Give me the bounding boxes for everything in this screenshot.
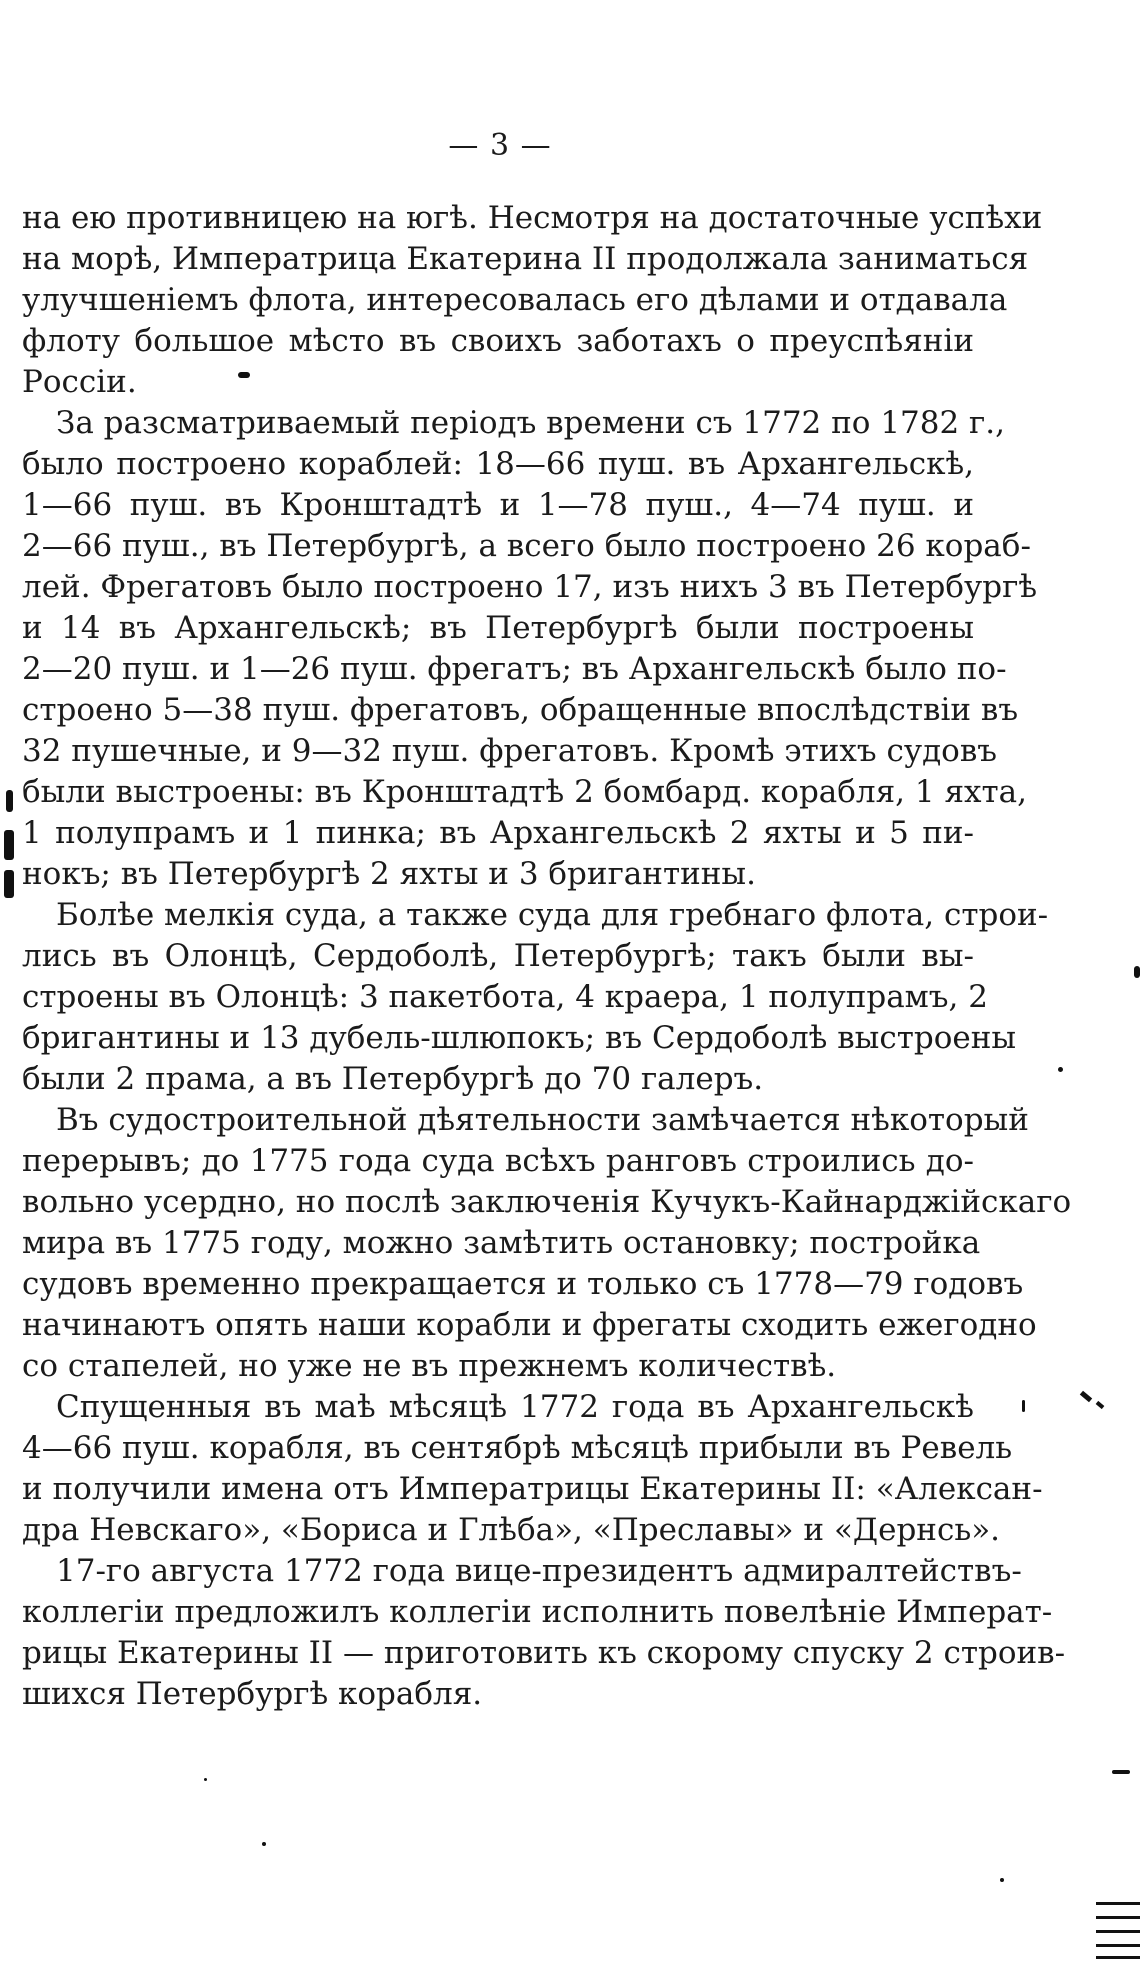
text-line: бригантины и 13 дубель-шлюпокъ; въ Сердоболѣ выстроены (22, 1020, 1017, 1056)
text-line: и получили имена отъ Императрицы Екатерины II: «Алексан- (22, 1471, 1043, 1507)
text-line: 32 пушечные, и 9—32 пуш. фрегатовъ. Кромѣ этихъ судовъ (22, 733, 998, 769)
paragraph-5 (22, 1387, 1043, 1551)
text-line: строены въ Олонцѣ: 3 пакетбота, 4 краера, 1 полупрамъ, 2 (22, 979, 988, 1015)
text-line: За разсматриваемый періодъ времени съ 1772 по 1782 г., (56, 405, 1006, 441)
text-line: на ею противницею на югѣ. Несмотря на достаточные успѣхи (22, 200, 1043, 236)
text-line: судовъ временно прекращается и только съ 1778—79 годовъ (22, 1266, 1024, 1302)
paragraph-2 (22, 403, 1038, 895)
text-line: дра Невскаго», «Бориса и Глѣба», «Преславы» и «Дернсь». (22, 1512, 1001, 1548)
scan-speck (1112, 1770, 1130, 1774)
text-line: начинаютъ опять наши корабли и фрегаты сходить ежегодно (22, 1307, 1037, 1343)
scan-speck (6, 790, 13, 812)
paragraph-1 (22, 198, 1043, 403)
text-line: были 2 прама, а въ Петербургѣ до 70 галеръ. (22, 1061, 764, 1097)
scan-speck (1022, 1400, 1025, 1412)
text-line: лей. Фрегатовъ было построено 17, изъ нихъ 3 въ Петербургѣ (22, 569, 1038, 605)
scan-speck (1058, 1067, 1063, 1072)
page-edge-line (1096, 1902, 1140, 1905)
text-line: лись въ Олонцѣ, Сердоболѣ, Петербургѣ; такъ были вы- (22, 938, 974, 974)
scan-speck (1134, 966, 1140, 978)
text-line: Россіи. (22, 364, 137, 400)
text-line: 4—66 пуш. корабля, въ сентябрѣ мѣсяцѣ прибыли въ Ревель (22, 1430, 1013, 1466)
page-number: — 3 — (448, 128, 552, 163)
text-line: коллегіи предложилъ коллегіи исполнить повелѣніе Императ- (22, 1594, 1053, 1630)
text-line: 1—66 пуш. въ Кронштадтѣ и 1—78 пуш., 4—74 пуш. и (22, 487, 974, 523)
scan-speck (262, 1842, 266, 1846)
text-line: улучшеніемъ флота, интересовалась его дѣлами и отдавала (22, 282, 1008, 318)
text-line: со стапелей, но уже не въ прежнемъ количествѣ. (22, 1348, 837, 1384)
page-edge-line (1096, 1930, 1140, 1933)
body-text (22, 198, 1072, 1715)
text-line: нокъ; въ Петербургѣ 2 яхты и 3 бригантины. (22, 856, 756, 892)
text-line: 2—66 пуш., въ Петербургѣ, а всего было построено 26 кораб- (22, 528, 1031, 564)
scan-speck (1000, 1878, 1004, 1882)
page-edge-line (1096, 1944, 1140, 1947)
paragraph-3 (22, 895, 1049, 1100)
text-line: на морѣ, Императрица Екатерина II продолжала заниматься (22, 241, 1029, 277)
text-line: 17-го августа 1772 года вице-президентъ адмиралтействъ- (56, 1553, 1022, 1589)
text-line: флоту большое мѣсто въ своихъ заботахъ о преуспѣяніи (22, 323, 974, 359)
scan-speck (1096, 1401, 1105, 1409)
scan-speck (1080, 1391, 1092, 1403)
text-line: Въ судостроительной дѣятельности замѣчается нѣкоторый (56, 1102, 1029, 1138)
text-line: 2—20 пуш. и 1—26 пуш. фрегатъ; въ Архангельскѣ было по- (22, 651, 1007, 687)
text-line: мира въ 1775 году, можно замѣтить остановку; постройка (22, 1225, 981, 1261)
scan-speck (4, 830, 14, 860)
text-line: были выстроены: въ Кронштадтѣ 2 бомбард. корабля, 1 яхта, (22, 774, 1027, 810)
scan-speck (4, 870, 14, 898)
page-edge-line (1096, 1916, 1140, 1919)
paragraph-6 (22, 1551, 1066, 1715)
text-line: шихся Петербургѣ корабля. (22, 1676, 483, 1712)
text-line: 1 полупрамъ и 1 пинка; въ Архангельскѣ 2 яхты и 5 пи- (22, 815, 974, 851)
text-line: перерывъ; до 1775 года суда всѣхъ ранговъ строились до- (22, 1143, 974, 1179)
scan-speck (204, 1778, 207, 1781)
text-line: строено 5—38 пуш. фрегатовъ, обращенные впослѣдствіи въ (22, 692, 1019, 728)
page-edge-line (1096, 1956, 1140, 1959)
text-line: рицы Екатерины II — приготовить къ скорому спуску 2 строив- (22, 1635, 1066, 1671)
text-line: и 14 въ Архангельскѣ; въ Петербургѣ были построены (22, 610, 974, 646)
text-line: Болѣе мелкія суда, а также суда для гребнаго флота, строи- (56, 897, 1049, 933)
scan-speck (238, 372, 250, 378)
text-line: Спущенныя въ маѣ мѣсяцѣ 1772 года въ Архангельскѣ (56, 1389, 974, 1425)
text-line: было построено кораблей: 18—66 пуш. въ Архангельскѣ, (22, 446, 974, 482)
paragraph-4 (22, 1100, 1072, 1387)
text-line: вольно усердно, но послѣ заключенія Кучукъ-Кайнарджійскаго (22, 1184, 1072, 1220)
